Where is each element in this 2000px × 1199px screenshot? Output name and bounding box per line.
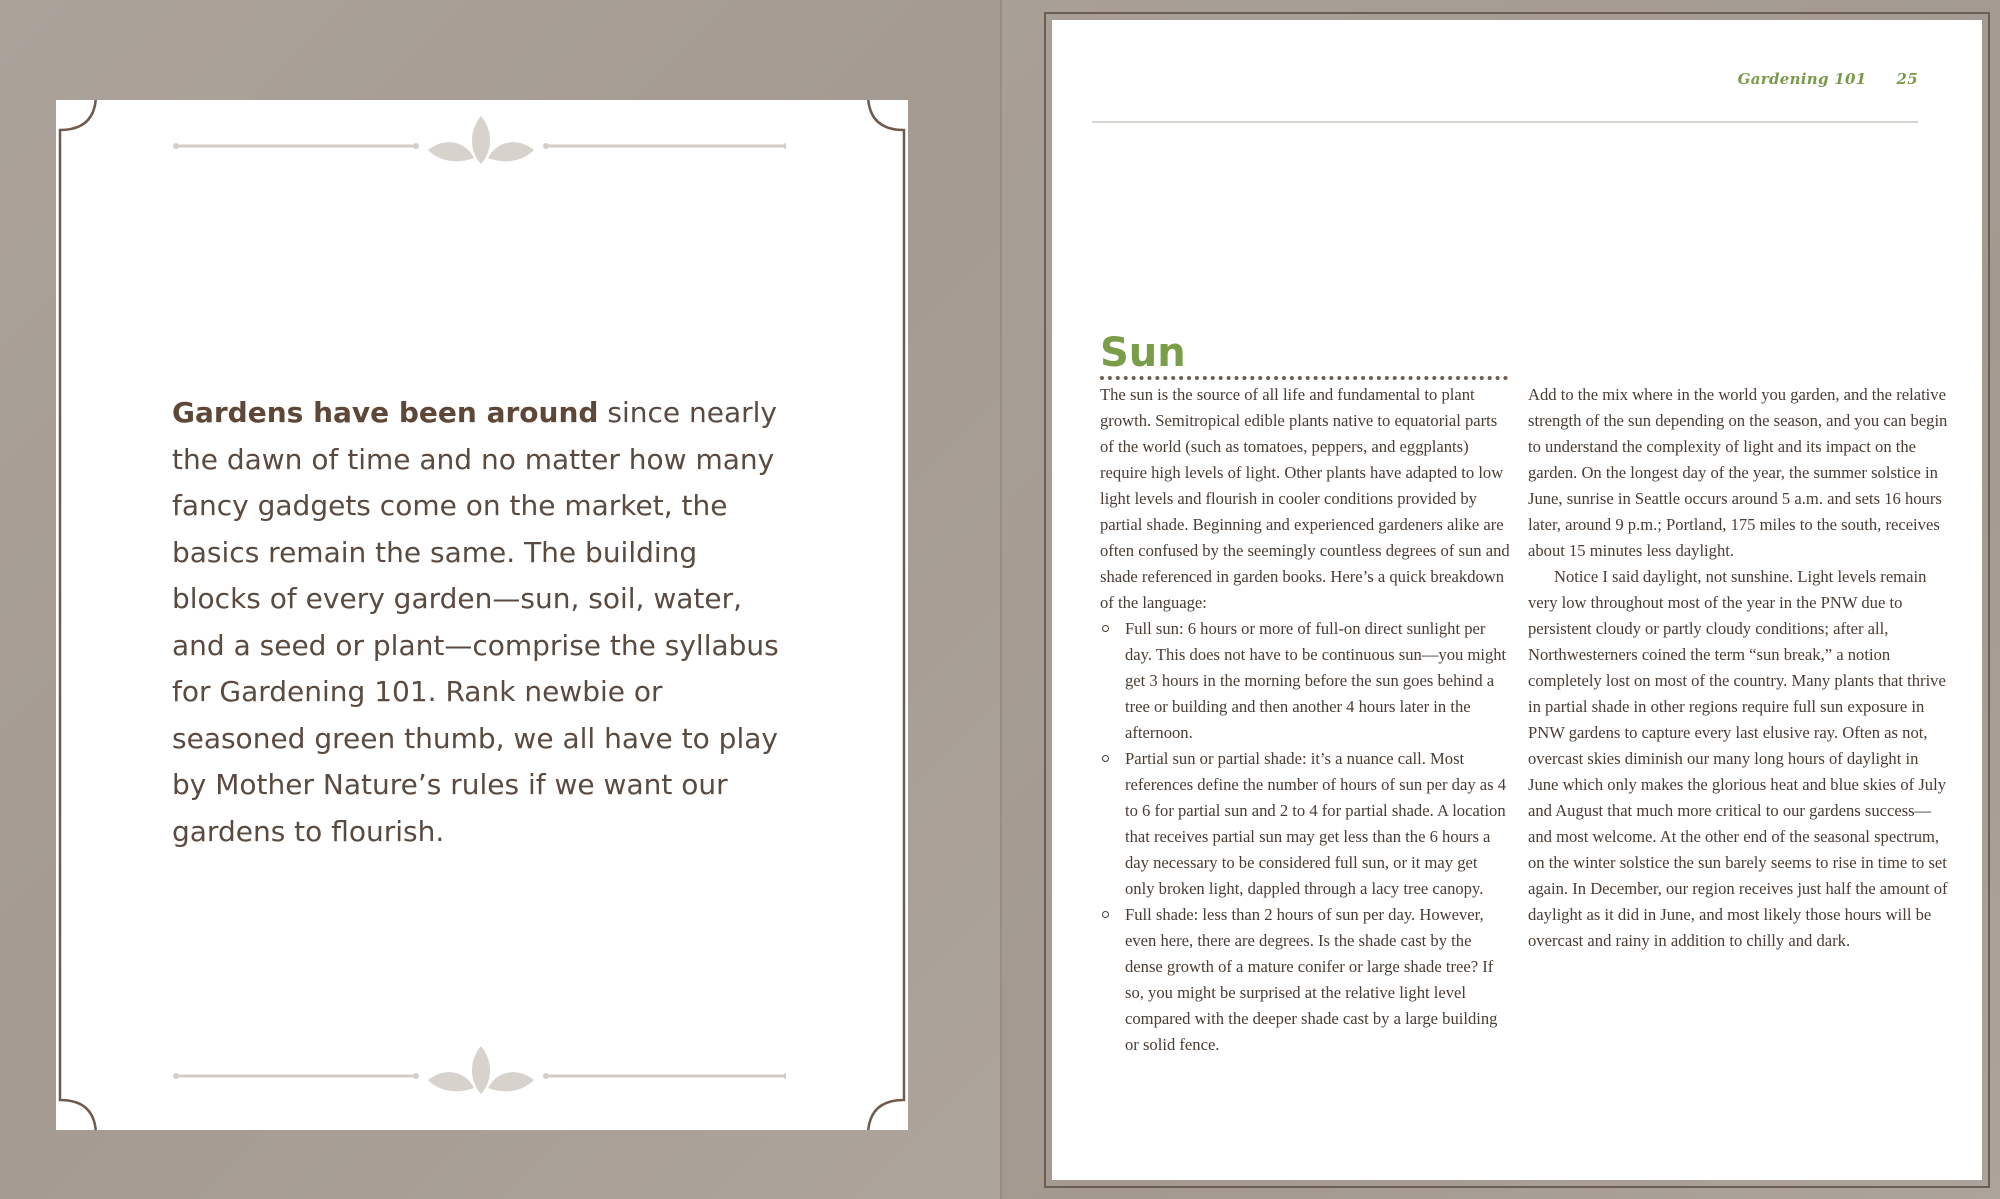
paragraph: Add to the mix where in the world you garden, and the relative strength of the sun depending on the season, and you can begin to understand the complexity of light and its impact on the garden. On the longest day of the year, the summer solstice in June, sunrise in Seattle occurs around 5 a.m. and sets 16 hours later, around 9 p.m.; Portland, 175 miles to the south, receives about 15 minutes less daylight. bbox=[1528, 385, 1948, 560]
running-head bbox=[1738, 70, 1918, 88]
section-title: Sun bbox=[1100, 330, 1186, 376]
intro-paragraph bbox=[172, 390, 792, 855]
bottom-leaf-ornament bbox=[166, 1042, 786, 1102]
top-leaf-ornament bbox=[166, 112, 786, 172]
list-item: Full shade: less than 2 hours of sun per day. However, even here, there are degrees. Is the shade cast by the dense growth of a mature conifer or large shade tree? If so, you might be surprised at the relative light level compared with the deeper shade cast by a large building or solid fence. bbox=[1100, 902, 1510, 1058]
text-column-left bbox=[1100, 382, 1510, 1058]
running-head-title: Gardening 101 bbox=[1737, 70, 1867, 88]
page-number: 25 bbox=[1896, 70, 1918, 88]
section-dotted-rule bbox=[1100, 376, 1508, 380]
intro-card bbox=[56, 100, 908, 1130]
intro-body: since nearly the dawn of time and no matter how many fancy gadgets come on the market, the basics remain the same. The building blocks of every garden—sun, soil, water, and a seed or plant—comprise the syllabus for Gardening 101. Rank newbie or seasoned green thumb, we all have to play by Mother Nature’s rules if we want our gardens to flourish. bbox=[172, 396, 779, 848]
header-rule bbox=[1092, 121, 1918, 123]
text-column-right bbox=[1528, 382, 1948, 954]
light-levels-list bbox=[1100, 616, 1510, 1058]
list-item: Partial sun or partial shade: it’s a nuance call. Most references define the number of hours of sun per day as 4 to 6 for partial sun and 2 to 4 for partial shade. A location that receives partial sun may get less than the 6 hours a day necessary to be considered full sun, or it may get only broken light, dappled through a lacy tree canopy. bbox=[1100, 746, 1510, 902]
list-item: Full sun: 6 hours or more of full-on direct sunlight per day. This does not have to be continuous sun—you might get 3 hours in the morning before the sun goes behind a tree or building and then another 4 hours later in the afternoon. bbox=[1100, 616, 1510, 746]
intro-lead: Gardens have been around bbox=[172, 396, 599, 429]
intro-text: The sun is the source of all life and fundamental to plant growth. Semitropical edible plants native to equatorial parts of the world (such as tomatoes, peppers, and eggplants) require high levels of light. Other plants have adapted to low light levels and flourish in cooler conditions provided by partial shade. Beginning and experienced gardeners alike are often confused by the seemingly countless degrees of sun and shade referenced in garden books. Here’s a quick breakdown of the language: bbox=[1100, 385, 1510, 612]
paragraph: Notice I said daylight, not sunshine. Light levels remain very low throughout most of the year in the PNW due to persistent cloudy or partly cloudy conditions; after all, Northwesterners coined the term “sun break,” a notion completely lost on most of the country. Many plants that thrive in partial shade in other regions require full sun exposure in PNW gardens to capture every last elusive ray. Often as not, overcast skies diminish our many long hours of daylight in June which only makes the glorious heat and blue skies of July and August that much more critical to our gardens success—and most welcome. At the other end of the seasonal spectrum, on the winter solstice the sun barely seems to rise in time to set again. In December, our region receives just half the amount of daylight as it did in June, and most likely those hours will be overcast and rainy in addition to chilly and dark. bbox=[1528, 567, 1948, 950]
right-page bbox=[1052, 20, 1982, 1180]
